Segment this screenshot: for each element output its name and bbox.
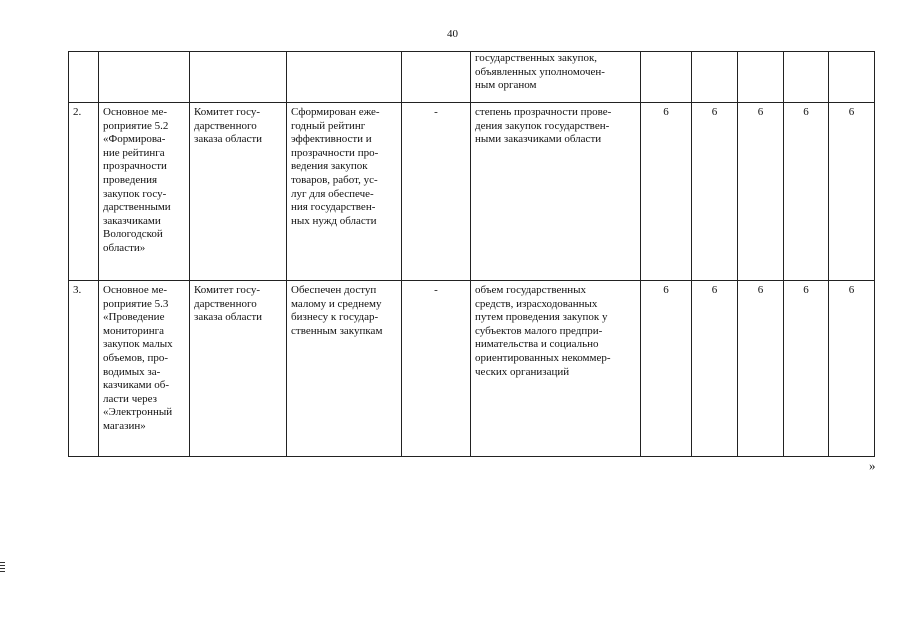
cell-value: 6 [641, 103, 692, 281]
cell-value [641, 52, 692, 103]
cell-value: 6 [692, 281, 738, 457]
cell-value: 6 [641, 281, 692, 457]
cell-no [69, 52, 99, 103]
cell-value: 6 [692, 103, 738, 281]
cell-indicator: степень прозрачности прове- дения закупок государствен- ными заказчиками области [471, 103, 641, 281]
cell-activity: Основное ме- роприятие 5.3 «Проведение мониторинга закупок малых объемов, про- водимых за- казчиками об- ласти через «Электронный магазин» [99, 281, 190, 457]
cell-indicator: государственных закупок, объявленных уполномочен- ным органом [471, 52, 641, 103]
table-row [69, 103, 875, 281]
cell-value [738, 52, 784, 103]
page-number: 40 [447, 28, 458, 40]
activities-table [68, 51, 875, 457]
cell-value: 6 [784, 281, 829, 457]
cell-result [287, 52, 402, 103]
cell-result: Обеспечен доступ малому и среднему бизнесу к государ- ственным закупкам [287, 281, 402, 457]
cell-indicator: объем государственных средств, израсходованных путем проведения закупок у субъектов малого предпри- нимательства и социально ориентированных некоммер- ческих организаций [471, 281, 641, 457]
cell-value: 6 [829, 281, 875, 457]
cell-activity [99, 52, 190, 103]
cell-executor [190, 52, 287, 103]
cell-value [784, 52, 829, 103]
cell-program [402, 52, 471, 103]
table-row-continuation [69, 52, 875, 103]
closing-quote: » [869, 458, 876, 473]
cell-program: - [402, 281, 471, 457]
scan-edge-mark [0, 562, 5, 576]
cell-executor: Комитет госу- дарственного заказа области [190, 281, 287, 457]
cell-executor: Комитет госу- дарственного заказа области [190, 103, 287, 281]
cell-value [692, 52, 738, 103]
cell-program: - [402, 103, 471, 281]
cell-value: 6 [784, 103, 829, 281]
cell-activity: Основное ме- роприятие 5.2 «Формирова- ние рейтинга прозрачности проведения закупок госу- дарственными заказчиками Вологодской области» [99, 103, 190, 281]
table-row [69, 281, 875, 457]
cell-value [829, 52, 875, 103]
cell-value: 6 [738, 103, 784, 281]
cell-no: 3. [69, 281, 99, 457]
cell-value: 6 [829, 103, 875, 281]
cell-value: 6 [738, 281, 784, 457]
cell-result: Сформирован еже- годный рейтинг эффективности и прозрачности про- ведения закупок товаров, работ, ус- луг для обеспече- ния государствен- ных нужд области [287, 103, 402, 281]
cell-no: 2. [69, 103, 99, 281]
